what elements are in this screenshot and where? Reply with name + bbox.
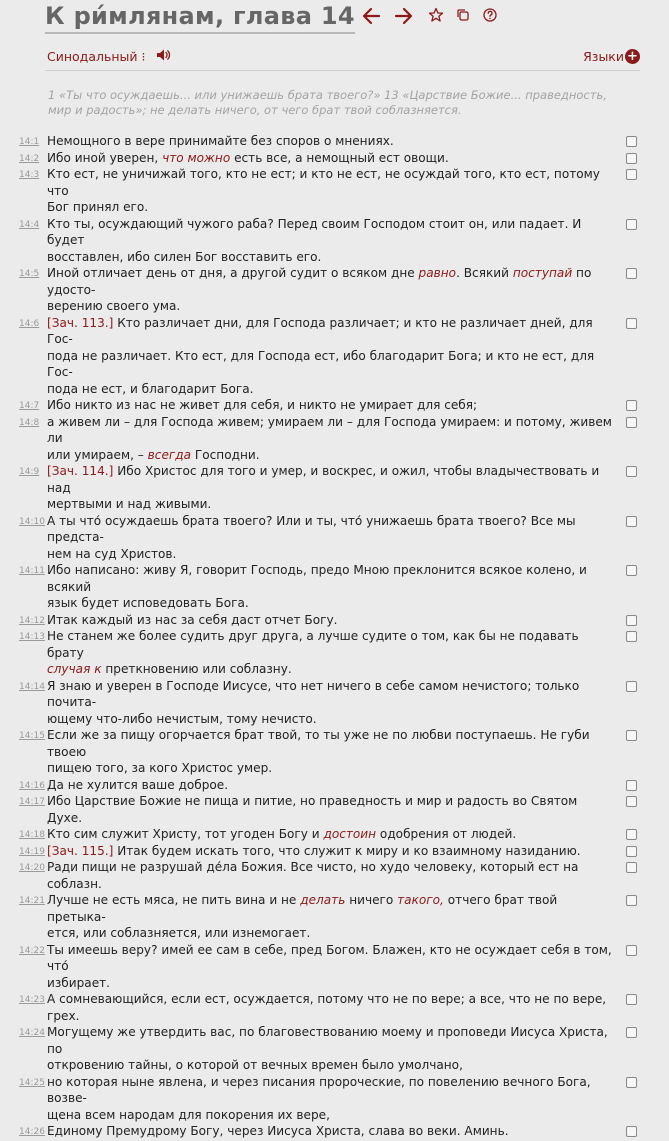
verse-number-link[interactable]: 14:26: [19, 1127, 45, 1137]
arrow-right-icon[interactable]: [392, 5, 414, 27]
italic-inserted-word: достоин: [323, 827, 377, 841]
verse-checkbox[interactable]: [626, 780, 637, 791]
verse-checkbox[interactable]: [626, 1077, 637, 1088]
verse-number-link[interactable]: 14:16: [19, 780, 45, 791]
verse-text-segment: Кто сим служит Христу, тот угоден Богу и: [47, 827, 324, 841]
verse-text: [47, 612, 615, 629]
verse-text: [47, 1024, 615, 1074]
verse-row: [0, 826, 669, 843]
verse-line: [47, 298, 615, 315]
verse-text-segment: Итак каждый из нас за себя даст отчет Богу.: [47, 612, 338, 627]
verse-line: [47, 414, 615, 447]
verse-text-segment: по удосто-: [47, 266, 592, 297]
verse-number-link[interactable]: 14:22: [19, 945, 45, 956]
verse-line: [47, 826, 615, 843]
verse-number-link[interactable]: 14:11: [19, 566, 45, 576]
verse-number-link[interactable]: 14:15: [19, 731, 45, 741]
verse-text: [47, 628, 615, 678]
verse-text-segment: Иной отличает день от дня, а другой судит о всяком дне: [47, 266, 419, 280]
languages-button[interactable]: Языки: [583, 49, 624, 64]
verse-number-link[interactable]: 14:17: [19, 797, 45, 807]
verse-row: [0, 1024, 669, 1074]
verse-row: [0, 628, 669, 678]
verse-row: [0, 414, 669, 464]
verse-line: [47, 793, 615, 826]
verse-line: [47, 249, 615, 266]
verse-number-link[interactable]: 14:14: [19, 681, 45, 692]
verse-text: [47, 150, 615, 167]
verse-text: [47, 463, 615, 513]
verse-text-segment: Итак будем искать того, что служит к миру и ко взаимному назиданию.: [113, 843, 581, 858]
arrow-left-icon[interactable]: [361, 5, 383, 27]
verse-row: [0, 513, 669, 563]
verse-row: [0, 1123, 669, 1140]
verse-line: [47, 777, 615, 794]
verse-line: [47, 843, 615, 860]
verse-text: [47, 1123, 615, 1140]
verse-checkbox[interactable]: [626, 466, 637, 477]
verse-row: [0, 1074, 669, 1124]
verse-checkbox[interactable]: [626, 417, 637, 428]
verse-text-segment: Ради пищи не разрушай де́ла Божия. Все чисто, но худо человеку, который ест на соблазн.: [47, 860, 579, 891]
verse-line: [47, 859, 615, 892]
verse-line: [47, 381, 615, 398]
verse-line: [47, 1107, 615, 1124]
verse-text: [47, 265, 615, 315]
verse-number-link[interactable]: 14:1: [19, 137, 40, 147]
verse-line: [47, 1008, 615, 1025]
verse-line: [47, 975, 615, 992]
verse-line: [47, 199, 615, 216]
verse-checkbox[interactable]: [626, 1126, 637, 1137]
verse-text: [47, 826, 615, 843]
verse-text: [47, 133, 615, 150]
verse-row: [0, 991, 669, 1024]
verse-number-link[interactable]: 14:23: [19, 995, 45, 1005]
verse-text-segment: Кто ты, осуждающий чужого раба? Перед своим Господом стоит он, или падает. И будет: [47, 216, 582, 247]
verse-row: [0, 859, 669, 892]
verse-text-segment: щена всем народам для покорения их вере,: [47, 1107, 330, 1122]
verse-row: [0, 562, 669, 612]
verse-checkbox[interactable]: [626, 681, 637, 692]
verse-text-segment: есть все, а немощный ест овощи.: [230, 150, 449, 165]
verse-text: [47, 678, 615, 728]
verse-text-segment: Ибо иной уверен,: [47, 150, 163, 165]
verse-text: [47, 859, 615, 892]
verse-text: [47, 216, 615, 266]
divider: [45, 70, 640, 71]
verse-text-segment: Кто ест, не уничижай того, кто не ест; и кто не ест, не осуждай того, кто ест, потому что: [47, 167, 600, 198]
verse-text-segment: ничего: [345, 893, 398, 907]
verse-row: [0, 793, 669, 826]
verse-row: [0, 892, 669, 942]
star-icon[interactable]: [428, 7, 444, 23]
verse-text-segment: Ибо никто из нас не живет для себя, и никто не умирает для себя;: [47, 398, 478, 412]
verse-text-segment: а живем ли – для Господа живем; умираем ли – для Господа умираем: и потому, живем ли: [47, 414, 612, 445]
italic-inserted-word: всегда: [147, 447, 192, 462]
verse-row: [0, 843, 669, 860]
verse-line: [47, 546, 615, 563]
verse-text-segment: Могущему же утвердить вас, по благовествованию моему и проповеди Иисуса Христа, по: [47, 1025, 608, 1056]
verse-text-segment: Если же за пищу огорчается брат твой, то ты уже не по любви поступаешь. Не губи твоею: [47, 728, 590, 759]
verse-line: [47, 727, 615, 760]
verse-number-link[interactable]: 14:12: [19, 615, 45, 626]
verse-text-segment: язык будет исповедовать Бога.: [47, 596, 249, 610]
verse-text: [47, 1074, 615, 1124]
verse-checkbox[interactable]: [626, 318, 637, 329]
verse-number-link[interactable]: 14:9: [19, 467, 40, 477]
verse-line: [47, 1123, 615, 1140]
verse-text: [47, 166, 615, 216]
verse-row: [0, 727, 669, 777]
verse-row: [0, 463, 669, 513]
verse-line: [47, 628, 615, 661]
verse-line: [47, 942, 615, 975]
verse-checkbox[interactable]: [626, 945, 637, 956]
verse-checkbox[interactable]: [626, 169, 637, 180]
verse-checkbox[interactable]: [626, 631, 637, 642]
verse-checkbox[interactable]: [626, 219, 637, 230]
verse-checkbox[interactable]: [626, 846, 637, 857]
italic-inserted-word: равно: [418, 266, 457, 280]
verse-number-link[interactable]: 14:21: [19, 896, 45, 906]
verse-line: [47, 496, 615, 513]
verse-number-link[interactable]: 14:24: [19, 1028, 45, 1038]
verse-number-link[interactable]: 14:3: [19, 170, 40, 180]
verse-line: [47, 892, 615, 925]
verse-text-segment: А сомневающийся, если ест, осуждается, потому что не по вере; а все, что не по вере,: [47, 992, 607, 1006]
verse-line: [47, 150, 615, 167]
verse-text-segment: ется, или соблазняется, или изнемогает.: [47, 926, 311, 940]
verse-number-link[interactable]: 14:18: [19, 830, 45, 840]
verse-line: [47, 595, 615, 612]
verse-row: [0, 678, 669, 728]
verse-text: [47, 942, 615, 992]
italic-inserted-word: случая к: [47, 662, 102, 676]
verse-row: [0, 612, 669, 629]
verse-line: [47, 397, 615, 414]
verse-line: [47, 216, 615, 249]
chapter-summary: 1 «Ты что осуждаешь... или унижаешь брата твоего?» 13 «Царствие Божие... праведность, мир и радость»; не делать ничего, от чего брат твой соблазняется.: [48, 88, 607, 117]
verse-line: [47, 925, 615, 942]
verse-text-segment: Ибо Христос для того и умер, и воскрес, и ожил, чтобы владычествовать и над: [47, 464, 600, 495]
verse-text-segment: Господни.: [191, 447, 260, 462]
verse-line: [47, 562, 615, 595]
verse-number-link[interactable]: 14:20: [19, 863, 45, 873]
verse-line: [47, 661, 615, 678]
verse-list: [0, 133, 669, 1140]
verse-text-segment: Не станем же более судить друг друга, а лучше судите о том, как бы не подавать брату: [47, 629, 579, 660]
verse-line: [47, 348, 615, 381]
verse-text-segment: грех.: [47, 1008, 80, 1023]
italic-inserted-word: делать: [300, 893, 346, 907]
verse-number-link[interactable]: 14:8: [19, 417, 40, 428]
chapter-header: [0, 0, 669, 36]
verse-line: [47, 678, 615, 711]
verse-row: [0, 397, 669, 414]
verse-text-segment: откровению тайны, о которой от вечных времен было умолчано,: [47, 1058, 463, 1072]
speaker-icon[interactable]: [154, 46, 172, 64]
verse-line: [47, 1074, 615, 1107]
page-title: К ри́млянам, глава 14: [45, 1, 355, 34]
verse-text: [47, 777, 615, 794]
verse-checkbox[interactable]: [626, 516, 637, 527]
verse-row: [0, 166, 669, 216]
verse-line: [47, 991, 615, 1008]
verse-text-segment: одобрения от людей.: [376, 827, 517, 841]
verse-text: [47, 397, 615, 414]
verse-number-link[interactable]: 14:19: [19, 846, 45, 857]
verse-checkbox[interactable]: [626, 153, 637, 164]
verse-number-link[interactable]: 14:2: [19, 153, 40, 164]
verse-number-link[interactable]: 14:13: [19, 632, 45, 642]
verse-text-segment: верению своего ума.: [47, 299, 181, 313]
verse-number-link[interactable]: 14:7: [19, 401, 40, 411]
verse-text-segment: Бог принял его.: [47, 200, 149, 214]
verse-checkbox[interactable]: [626, 1027, 637, 1038]
verse-text-segment: Лучше не есть мяса, не пить вина и не: [47, 893, 301, 907]
verse-checkbox[interactable]: [626, 895, 637, 906]
verse-text-segment: мертвыми и над живыми.: [47, 497, 212, 511]
verse-checkbox[interactable]: [626, 268, 637, 279]
verse-text-segment: Немощного в вере принимайте без споров о мнениях.: [47, 134, 394, 148]
verse-text-segment: Единому Премудрому Богу, через Иисуса Христа, слава во веки. Аминь.: [47, 1124, 509, 1138]
verse-text-segment: или умираем, –: [47, 447, 148, 462]
verse-checkbox[interactable]: [626, 829, 637, 840]
verse-text: [47, 727, 615, 777]
verse-line: [47, 711, 615, 728]
verse-text-segment: пода не различает. Кто ест, для Господа ест, ибо благодарит Бога; и кто не ест, для Гос-: [47, 348, 595, 379]
verse-text: [47, 513, 615, 563]
verse-line: [47, 463, 615, 496]
verse-line: [47, 760, 615, 777]
reading-marker: [Зач. 113.]: [47, 315, 114, 330]
verse-number-link[interactable]: 14:4: [19, 219, 40, 230]
verse-number-link[interactable]: 14:5: [19, 269, 40, 279]
verse-text-segment: преткновению или соблазну.: [101, 662, 292, 676]
verse-text: [47, 843, 615, 860]
italic-inserted-word: поступай: [512, 266, 573, 280]
verse-line: [47, 1057, 615, 1074]
verse-checkbox[interactable]: [626, 615, 637, 626]
verse-text-segment: Ибо написано: живу Я, говорит Господь, предо Мною преклонится всякое колено, и всякий: [47, 563, 587, 594]
verse-text-segment: но которая ныне явлена, и через писания пророческие, по повелению вечного Бога, возве-: [47, 1074, 591, 1105]
verse-row: [0, 315, 669, 398]
verse-row: [0, 777, 669, 794]
verse-text: [47, 793, 615, 826]
verse-row: [0, 942, 669, 992]
plus-circle-icon[interactable]: +: [625, 49, 640, 64]
italic-inserted-word: что можно: [162, 150, 231, 165]
verse-text-segment: . Всякий: [456, 266, 513, 280]
verse-text: [47, 414, 615, 464]
verse-line: [47, 447, 615, 464]
verse-line: [47, 1024, 615, 1057]
verse-text: [47, 892, 615, 942]
verse-line: [47, 265, 615, 298]
verse-text: [47, 991, 615, 1024]
verse-line: [47, 612, 615, 629]
verse-number-link[interactable]: 14:6: [19, 318, 40, 329]
verse-checkbox[interactable]: [626, 136, 637, 147]
copy-icon[interactable]: [455, 7, 471, 23]
verse-text-segment: А ты что́ осуждаешь брата твоего? Или и ты, что́ унижаешь брата твоего? Все мы предста-: [47, 513, 576, 544]
verse-text-segment: Да не хулится ваше доброе.: [47, 777, 229, 792]
verse-line: [47, 133, 615, 150]
verse-text-segment: Я знаю и уверен в Господе Иисусе, что нет ничего в себе самом нечистого; только почита-: [47, 678, 580, 709]
verse-text-segment: пищею того, за кого Христос умер.: [47, 761, 273, 775]
verse-checkbox[interactable]: [626, 565, 637, 576]
verse-text: [47, 315, 615, 398]
verse-text-segment: Ибо Царствие Божие не пища и питие, но праведность и мир и радость во Святом Духе.: [47, 794, 578, 825]
verse-row: [0, 216, 669, 266]
verse-number-link[interactable]: 14:10: [19, 516, 45, 527]
reading-marker: [Зач. 115.]: [47, 843, 114, 858]
verse-checkbox[interactable]: [626, 400, 637, 411]
verse-text-segment: нем на суд Христов.: [47, 546, 177, 561]
verse-line: [47, 513, 615, 546]
translation-selector[interactable]: Синодальный ⁝: [47, 49, 146, 64]
verse-checkbox[interactable]: [626, 994, 637, 1005]
verse-text-segment: пода не ест, и благодарит Бога.: [47, 381, 254, 396]
verse-row: [0, 150, 669, 167]
verse-row: [0, 265, 669, 315]
help-icon[interactable]: [482, 7, 498, 23]
verse-checkbox[interactable]: [626, 862, 637, 873]
reading-marker: [Зач. 114.]: [47, 464, 114, 478]
italic-inserted-word: такого,: [397, 893, 444, 907]
verse-row: [0, 133, 669, 150]
verse-line: [47, 315, 615, 348]
verse-text-segment: ющему что-либо нечистым, тому нечисто.: [47, 711, 317, 726]
verse-text-segment: отчего брат твой претыка-: [47, 893, 558, 924]
toolbar: [0, 44, 669, 68]
verse-checkbox[interactable]: [626, 730, 637, 741]
verse-text-segment: избирает.: [47, 975, 111, 990]
verse-line: [47, 166, 615, 199]
verse-text: [47, 562, 615, 612]
verse-number-link[interactable]: 14:25: [19, 1077, 45, 1088]
verse-checkbox[interactable]: [626, 796, 637, 807]
verse-text-segment: Кто различает дни, для Господа различает; и кто не различает дней, для Гос-: [47, 315, 593, 346]
verse-text-segment: восставлен, ибо силен Бог восставить его.: [47, 249, 322, 264]
verse-text-segment: Ты имеешь веру? имей ее сам в себе, пред Богом. Блажен, кто не осуждает себя в том, что́: [47, 942, 612, 973]
